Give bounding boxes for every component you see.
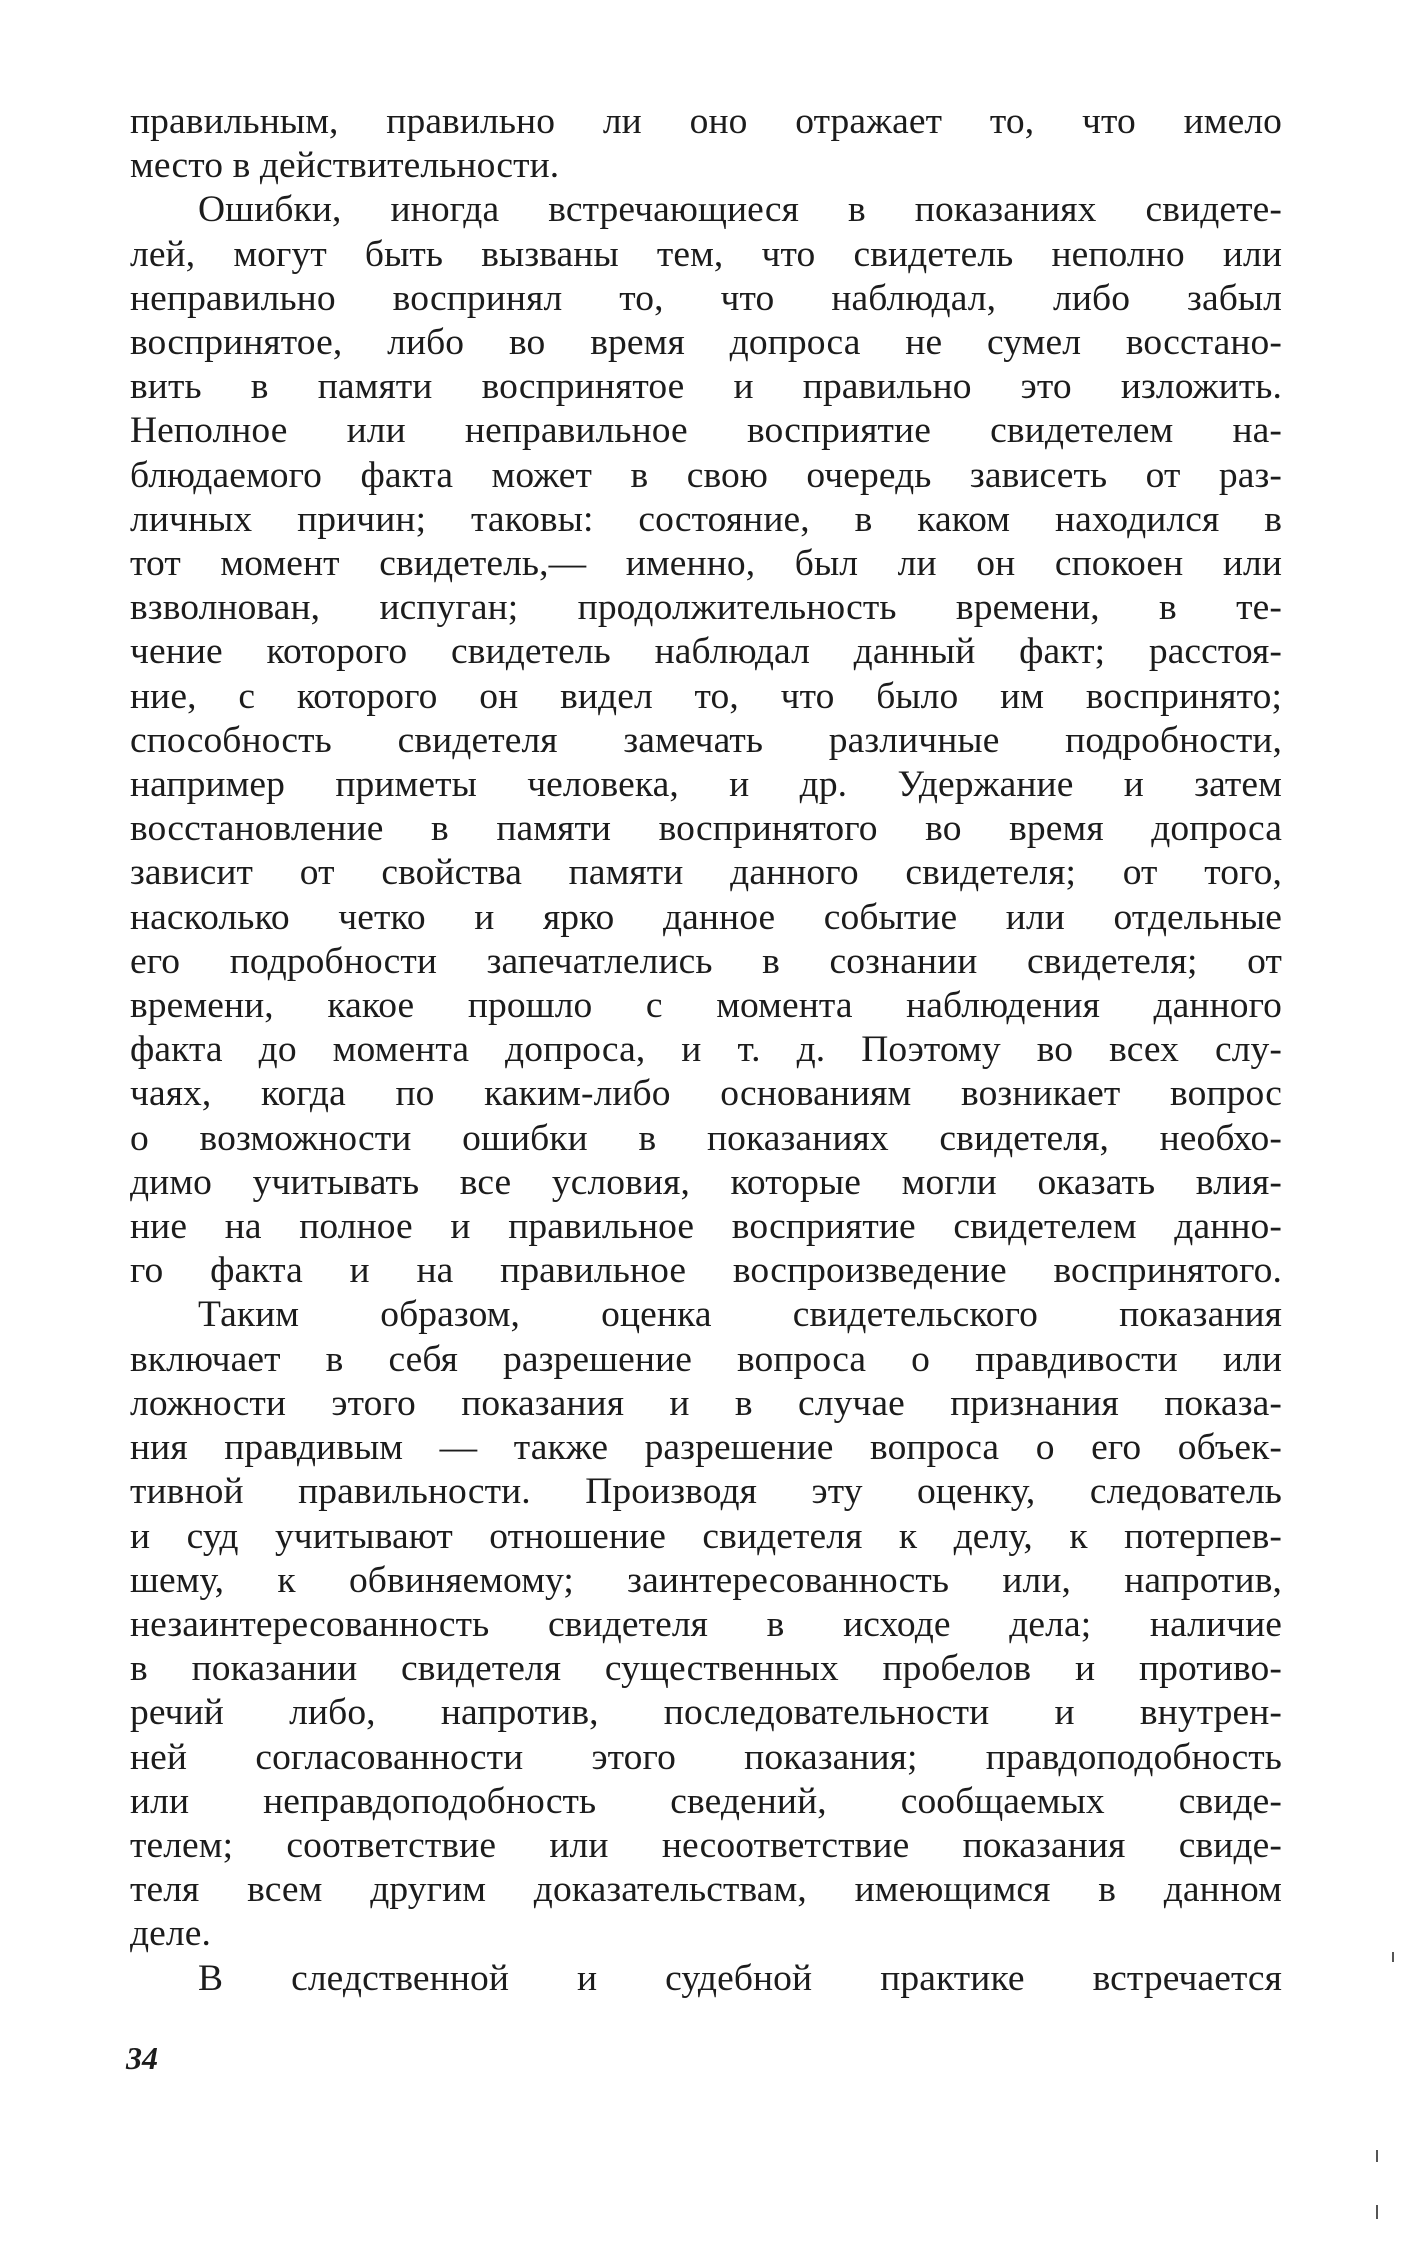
text-line: лей, могут быть вызваны тем, что свидетель неполно или [130, 233, 1282, 275]
text-line: взволнован, испуган; продолжительность времени, в те- [130, 587, 1282, 629]
text-line: восстановление в памяти воспринятого во время допроса [130, 808, 1282, 850]
text-line: ния правдивым — также разрешение вопроса о его объек- [130, 1427, 1282, 1469]
text-line: его подробности запечатлелись в сознании свидетеля; от [130, 940, 1282, 982]
text-line: Таким образом, оценка свидетельского показания [198, 1294, 1282, 1336]
text-line: телем; соответствие или несоответствие показания свиде- [130, 1824, 1282, 1866]
text-line: теля всем другим доказательствам, имеющимся в данном [130, 1869, 1282, 1911]
text-line: включает в себя разрешение вопроса о правдивости или [130, 1338, 1282, 1380]
text-line: например приметы человека, и др. Удержание и затем [130, 764, 1282, 806]
body-text [130, 100, 1282, 2001]
text-line: неправильно воспринял то, что наблюдал, либо забыл [130, 277, 1282, 319]
text-line: В следственной и судебной практике встречается [198, 1957, 1282, 1999]
text-line: ней согласованности этого показания; правдоподобность [130, 1736, 1282, 1778]
text-line: незаинтересованность свидетеля в исходе дела; наличие [130, 1603, 1282, 1645]
text-line: Ошибки, иногда встречающиеся в показаниях свидете- [198, 189, 1282, 231]
text-line: тивной правильности. Производя эту оценку, следователь [130, 1471, 1282, 1513]
text-line: правильным, правильно ли оно отражает то, что имело [130, 101, 1282, 142]
scan-mark [1376, 2150, 1378, 2162]
page-number: 34 [126, 2040, 158, 2076]
text-line: чаях, когда по каким-либо основаниям возникает вопрос [130, 1073, 1282, 1115]
scan-mark [1392, 1952, 1394, 1962]
text-line: ние на полное и правильное восприятие свидетелем данно- [130, 1206, 1282, 1248]
text-line: насколько четко и ярко данное событие или отдельные [130, 896, 1282, 938]
text-line: способность свидетеля замечать различные подробности, [130, 719, 1282, 761]
text-line: место в действительности. [130, 145, 560, 187]
text-line: и суд учитывают отношение свидетеля к делу, к потерпев- [130, 1515, 1282, 1557]
text-line: чение которого свидетель наблюдал данный факт; расстоя- [130, 631, 1282, 673]
text-line: го факта и на правильное воспроизведение воспринятого. [130, 1250, 1282, 1292]
text-line: ние, с которого он видел то, что было им воспринято; [130, 675, 1282, 717]
page-body [130, 100, 1282, 2001]
text-line: личных причин; таковы: состояние, в каком находился в [130, 498, 1282, 540]
text-line: димо учитывать все условия, которые могли оказать влия- [130, 1161, 1282, 1203]
text-line: зависит от свойства памяти данного свидетеля; от того, [130, 852, 1282, 894]
text-line: деле. [130, 1913, 211, 1955]
text-line: о возможности ошибки в показаниях свидетеля, необхо- [130, 1117, 1282, 1159]
text-line: речий либо, напротив, последовательности и внутрен- [130, 1692, 1282, 1734]
text-line: воспринятое, либо во время допроса не сумел восстано- [130, 322, 1282, 364]
text-line: времени, какое прошло с момента наблюдения данного [130, 985, 1282, 1027]
text-line: тот момент свидетель,— именно, был ли он спокоен или [130, 543, 1282, 585]
text-line: факта до момента допроса, и т. д. Поэтому во всех слу- [130, 1029, 1282, 1071]
text-line: блюдаемого факта может в свою очередь зависеть от раз- [130, 454, 1282, 496]
text-line: или неправдоподобность сведений, сообщаемых свиде- [130, 1780, 1282, 1822]
text-line: в показании свидетеля существенных пробелов и противо- [130, 1648, 1282, 1690]
text-line: Неполное или неправильное восприятие свидетелем на- [130, 410, 1282, 452]
text-line: вить в памяти воспринятое и правильно это изложить. [130, 366, 1282, 408]
text-line: ложности этого показания и в случае признания показа- [130, 1382, 1282, 1424]
scan-mark [1376, 2205, 1378, 2219]
text-line: шему, к обвиняемому; заинтересованность или, напротив, [130, 1559, 1282, 1601]
